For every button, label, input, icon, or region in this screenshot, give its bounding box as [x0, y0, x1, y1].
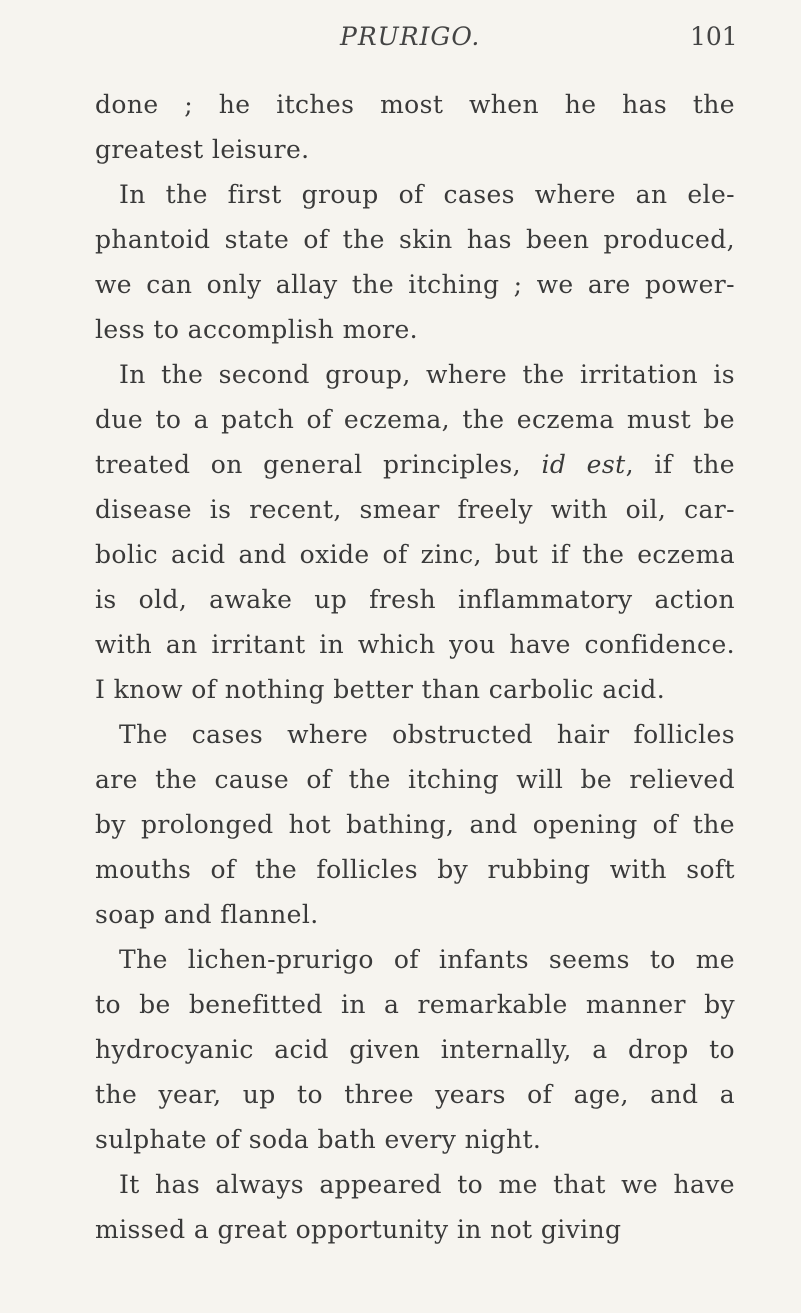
- text-line: sulphate of soda bath every night.: [95, 1125, 542, 1154]
- text-line: The lichen-prurigo of infants seems to me: [119, 945, 735, 974]
- text-line: are the cause of the itching will be relieved: [95, 765, 735, 794]
- body-text: [95, 82, 735, 1252]
- text-line: disease is recent, smear freely with oil, car-: [95, 495, 735, 524]
- text-line: less to accomplish more.: [95, 315, 419, 344]
- text-line: phantoid state of the skin has been produced,: [95, 225, 735, 254]
- text-line: soap and flannel.: [95, 900, 319, 929]
- running-head: [0, 22, 801, 62]
- text-line: The cases where obstructed hair follicles: [119, 720, 735, 749]
- text-line: bolic acid and oxide of zinc, but if the eczema: [95, 540, 735, 569]
- page-number: 101: [690, 22, 738, 51]
- text-line: due to a patch of eczema, the eczema must be: [95, 405, 735, 434]
- text-line: is old, awake up fresh inflammatory action: [95, 585, 735, 614]
- text-line: to be benefitted in a remarkable manner by: [95, 990, 735, 1019]
- text-line: I know of nothing better than carbolic acid.: [95, 675, 666, 704]
- text-line: the year, up to three years of age, and a: [95, 1080, 735, 1109]
- text-line: done ; he itches most when he has the: [95, 90, 735, 119]
- text-line: hydrocyanic acid given internally, a drop to: [95, 1035, 735, 1064]
- text-line: It has always appeared to me that we have: [119, 1170, 735, 1199]
- text-line: greatest leisure.: [95, 135, 310, 164]
- text-line: by prolonged hot bathing, and opening of the: [95, 810, 735, 839]
- text-line: with an irritant in which you have confidence.: [95, 630, 735, 659]
- latin-phrase: id est: [541, 450, 626, 479]
- text-line: In the second group, where the irritation is: [119, 360, 735, 389]
- text-line: mouths of the follicles by rubbing with soft: [95, 855, 735, 884]
- text-line: missed a great opportunity in not giving: [95, 1215, 622, 1244]
- text-line: we can only allay the itching ; we are power-: [95, 270, 735, 299]
- text-line: treated on general principles, id est, if the: [95, 450, 735, 479]
- running-title: PRURIGO.: [340, 22, 481, 51]
- text-line: In the first group of cases where an ele-: [119, 180, 735, 209]
